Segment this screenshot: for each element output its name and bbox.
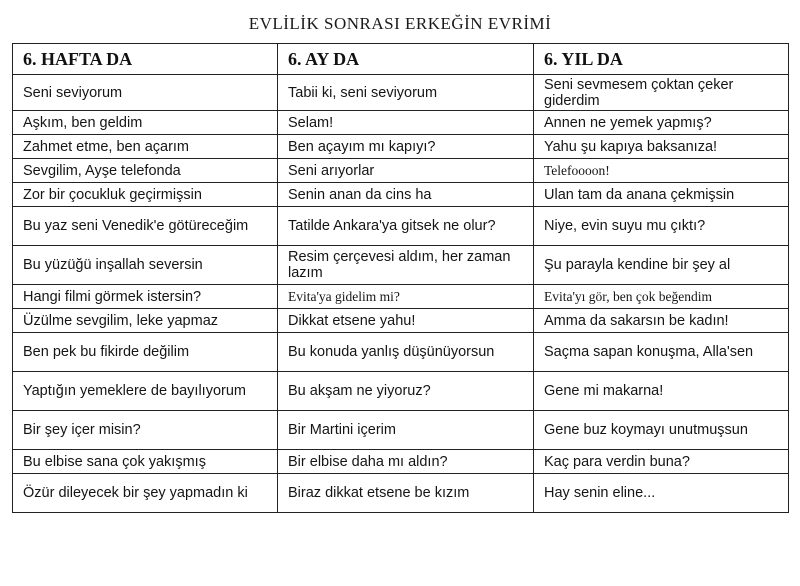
cell-ay: Bir elbise daha mı aldın?	[278, 450, 534, 474]
cell-yil: Ulan tam da anana çekmişsin	[534, 183, 789, 207]
cell-ay: Tabii ki, seni seviyorum	[278, 75, 534, 111]
table-row	[13, 372, 789, 411]
header-6-ay: 6. AY DA	[278, 44, 534, 75]
cell-hafta: Bu yaz seni Venedik'e götüreceğim	[13, 207, 278, 246]
table-row	[13, 207, 789, 246]
cell-yil: Gene mi makarna!	[534, 372, 789, 411]
cell-ay: Evita'ya gidelim mi?	[278, 285, 534, 309]
cell-ay: Resim çerçevesi aldım, her zaman lazım	[278, 246, 534, 285]
cell-ay: Ben açayım mı kapıyı?	[278, 135, 534, 159]
table-row	[13, 450, 789, 474]
table-row	[13, 183, 789, 207]
cell-hafta: Üzülme sevgilim, leke yapmaz	[13, 309, 278, 333]
cell-ay: Bu akşam ne yiyoruz?	[278, 372, 534, 411]
cell-ay: Tatilde Ankara'ya gitsek ne olur?	[278, 207, 534, 246]
evolution-table	[12, 43, 789, 513]
cell-yil: Yahu şu kapıya baksanıza!	[534, 135, 789, 159]
cell-yil: Evita'yı gör, ben çok beğendim	[534, 285, 789, 309]
cell-yil: Şu parayla kendine bir şey al	[534, 246, 789, 285]
cell-hafta: Zahmet etme, ben açarım	[13, 135, 278, 159]
cell-ay: Selam!	[278, 111, 534, 135]
table-row	[13, 309, 789, 333]
cell-yil: Niye, evin suyu mu çıktı?	[534, 207, 789, 246]
table-row	[13, 159, 789, 183]
table-row	[13, 75, 789, 111]
cell-hafta: Bu yüzüğü inşallah seversin	[13, 246, 278, 285]
cell-yil: Telefoooon!	[534, 159, 789, 183]
cell-ay: Bir Martini içerim	[278, 411, 534, 450]
cell-hafta: Yaptığın yemeklere de bayılıyorum	[13, 372, 278, 411]
cell-hafta: Zor bir çocukluk geçirmişsin	[13, 183, 278, 207]
header-6-hafta: 6. HAFTA DA	[13, 44, 278, 75]
cell-hafta: Bu elbise sana çok yakışmış	[13, 450, 278, 474]
cell-yil: Kaç para verdin buna?	[534, 450, 789, 474]
cell-yil: Amma da sakarsın be kadın!	[534, 309, 789, 333]
cell-hafta: Seni seviyorum	[13, 75, 278, 111]
cell-ay: Seni arıyorlar	[278, 159, 534, 183]
cell-ay: Senin anan da cins ha	[278, 183, 534, 207]
document-title: EVLİLİK SONRASI ERKEĞİN EVRİMİ	[248, 14, 552, 33]
cell-ay: Bu konuda yanlış düşünüyorsun	[278, 333, 534, 372]
cell-yil: Seni sevmesem çoktan çeker giderdim	[534, 75, 789, 111]
table-header-row	[13, 44, 789, 75]
table-row	[13, 111, 789, 135]
table-row	[13, 246, 789, 285]
cell-hafta: Ben pek bu fikirde değilim	[13, 333, 278, 372]
table-row	[13, 285, 789, 309]
header-6-yil: 6. YIL DA	[534, 44, 789, 75]
cell-yil: Annen ne yemek yapmış?	[534, 111, 789, 135]
cell-hafta: Aşkım, ben geldim	[13, 111, 278, 135]
cell-ay: Biraz dikkat etsene be kızım	[278, 474, 534, 513]
cell-yil: Gene buz koymayı unutmuşsun	[534, 411, 789, 450]
table-row	[13, 333, 789, 372]
cell-hafta: Hangi filmi görmek istersin?	[13, 285, 278, 309]
table-row	[13, 411, 789, 450]
cell-yil: Hay senin eline...	[534, 474, 789, 513]
table-row	[13, 474, 789, 513]
cell-yil: Saçma sapan konuşma, Alla'sen	[534, 333, 789, 372]
cell-hafta: Bir şey içer misin?	[13, 411, 278, 450]
cell-ay: Dikkat etsene yahu!	[278, 309, 534, 333]
table-row	[13, 135, 789, 159]
cell-hafta: Özür dileyecek bir şey yapmadın ki	[13, 474, 278, 513]
cell-hafta: Sevgilim, Ayşe telefonda	[13, 159, 278, 183]
